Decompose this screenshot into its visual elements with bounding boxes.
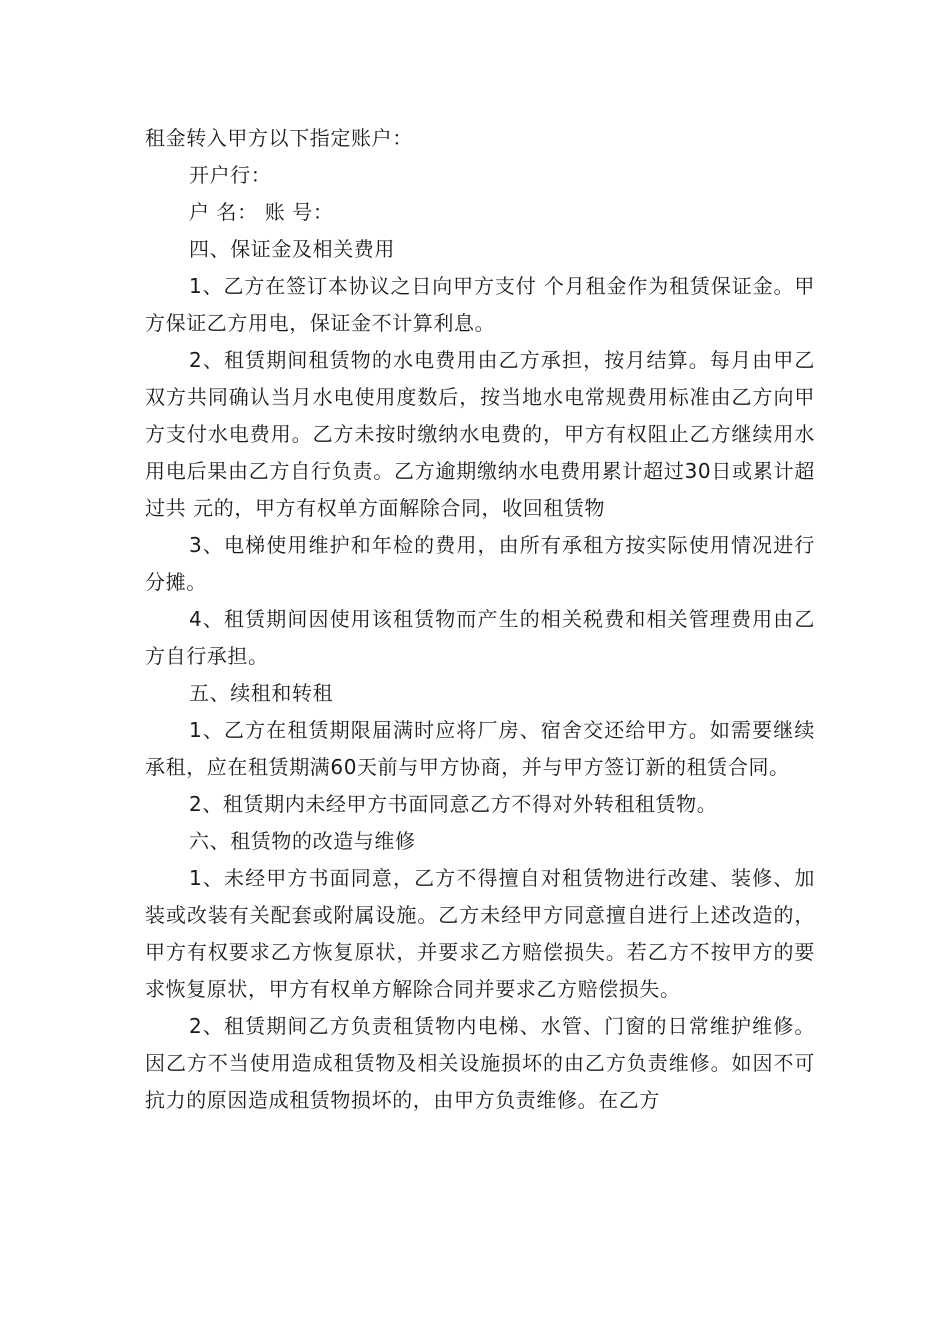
section-heading-repair: 六、租赁物的改造与维修 [189,829,416,853]
document-body [145,120,815,1119]
paragraph-renewal-2: 2、租赁期内未经甲方书面同意乙方不得对外转租租赁物。 [189,792,718,816]
section-heading-deposit: 四、保证金及相关费用 [189,237,395,261]
paragraph-deposit-2: 2、租赁期间租赁物的水电费用由乙方承担，按月结算。每月由甲乙双方共同确认当月水电使用度数后，按当地水电常规费用标准由乙方向甲方支付水电费用。乙方未按时缴纳水电费的，甲方有权阻止乙方继续用水用电后果由乙方自行负责。乙方逾期缴纳水电费用累计超过30日或累计超过共 元的，甲方有权单方面解除合同，收回租赁物 [145,348,815,520]
paragraph-account-name: 户 名： 账 号： [189,200,334,224]
paragraph-deposit-4: 4、租赁期间因使用该租赁物而产生的相关税费和相关管理费用由乙方自行承担。 [145,607,815,668]
paragraph-deposit-3: 3、电梯使用维护和年检的费用，由所有承租方按实际使用情况进行分摊。 [145,533,815,594]
paragraph-repair-2: 2、租赁期间乙方负责租赁物内电梯、水管、门窗的日常维护维修。因乙方不当使用造成租赁物及相关设施损坏的由乙方负责维修。如因不可抗力的原因造成租赁物损坏的，由甲方负责维修。在乙方 [145,1014,815,1112]
paragraph-repair-1: 1、未经甲方书面同意，乙方不得擅自对租赁物进行改建、装修、加装或改装有关配套或附属设施。乙方未经甲方同意擅自进行上述改造的，甲方有权要求乙方恢复原状，并要求乙方赔偿损失。若乙方不按甲方的要求恢复原状，甲方有权单方解除合同并要求乙方赔偿损失。 [145,866,815,1001]
paragraph-bank: 开户行： [189,163,272,187]
paragraph-renewal-1: 1、乙方在租赁期限届满时应将厂房、宿舍交还给甲方。如需要继续承租，应在租赁期满60天前与甲方协商，并与甲方签订新的租赁合同。 [145,718,815,779]
paragraph-deposit-1: 1、乙方在签订本协议之日向甲方支付 个月租金作为租赁保证金。甲方保证乙方用电，保证金不计算利息。 [145,274,815,335]
section-heading-renewal: 五、续租和转租 [189,681,334,705]
paragraph-account-intro: 租金转入甲方以下指定账户： [145,126,413,150]
